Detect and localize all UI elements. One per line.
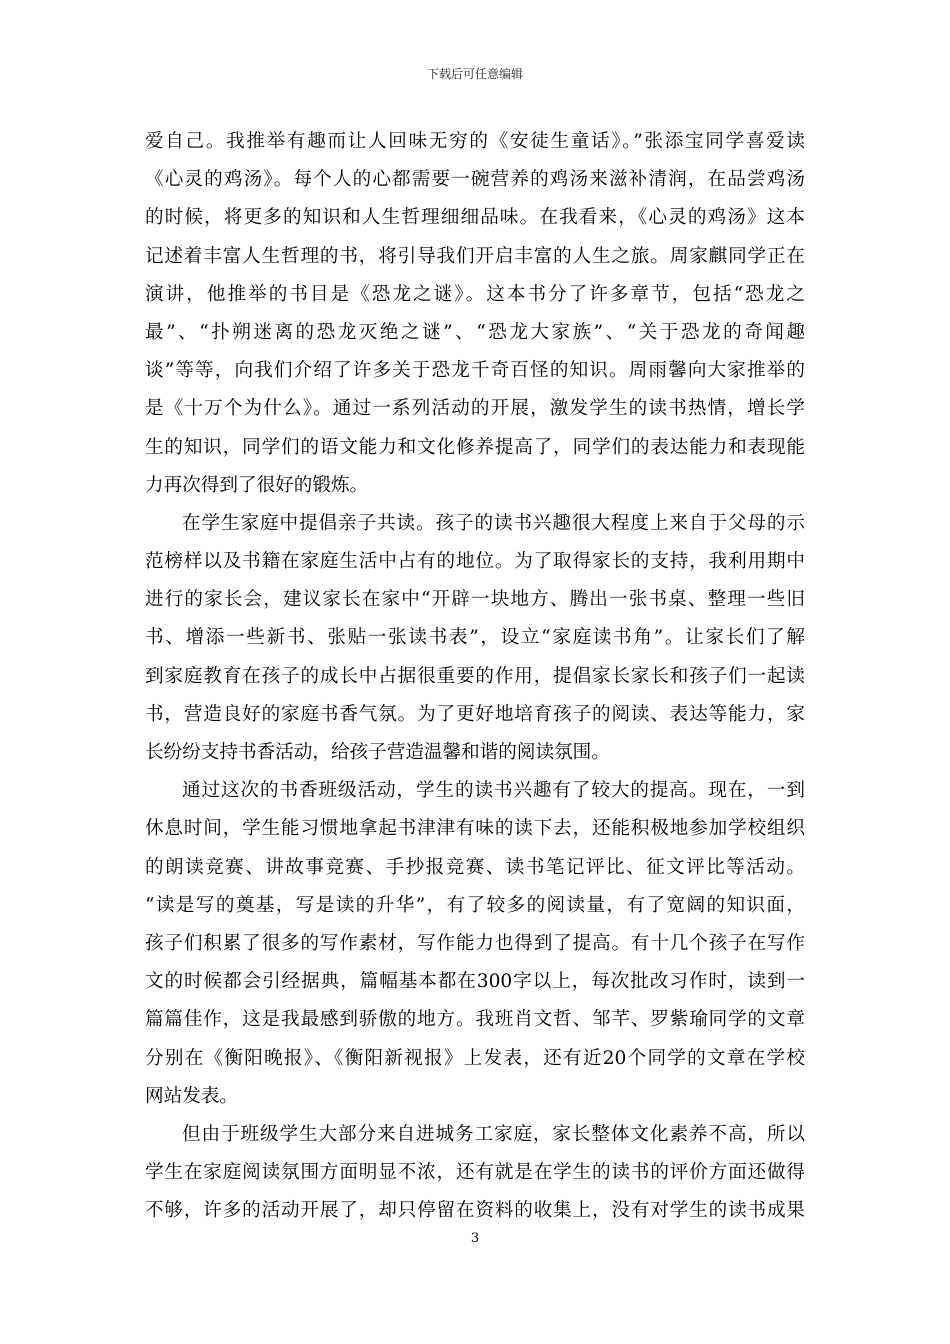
text-line: 力再次得到了很好的锻炼。 bbox=[145, 474, 369, 496]
text-line: 演讲，他推举的书目是《恐龙之谜》。这本书分了许多章节，包括“恐龙之 bbox=[145, 283, 805, 305]
paragraph bbox=[145, 1116, 805, 1231]
text-line: 生的知识，同学们的语文能力和文化修养提高了，同学们的表达能力和表现能 bbox=[145, 436, 805, 458]
text-line: 休息时间，学生能习惯地拿起书津津有味的读下去，还能积极地参加学校组织 bbox=[145, 818, 805, 840]
text-line: 书、增添一些新书、张贴一张读书表”，设立“家庭读书角”。让家长们了解 bbox=[145, 627, 805, 649]
text-line: 最”、“扑朔迷离的恐龙灭绝之谜”、“恐龙大家族”、“关于恐龙的奇闻趣 bbox=[145, 321, 805, 343]
text-line: 但由于班级学生大部分来自进城务工家庭，家长整体文化素养不高，所以 bbox=[182, 1123, 805, 1145]
text-line: 不够，许多的活动开展了，却只停留在资料的收集上，没有对学生的读书成果 bbox=[145, 1200, 805, 1222]
text-line: 的时候，将更多的知识和人生哲理细细品味。在我看来，《心灵的鸡汤》这本 bbox=[145, 207, 805, 229]
paragraph bbox=[145, 505, 805, 772]
paragraph bbox=[145, 123, 805, 505]
text-line: 谈”等等，向我们介绍了许多关于恐龙千奇百怪的知识。周雨馨向大家推举的 bbox=[145, 360, 805, 382]
text-line: 网站发表。 bbox=[145, 1085, 238, 1107]
text-line: 是《十万个为什么》。通过一系列活动的开展，激发学生的读书热情，增长学 bbox=[145, 398, 805, 420]
paragraph bbox=[145, 772, 805, 1116]
text-line: 爱自己。我推举有趣而让人回味无穷的《安徒生童话》。”张添宝同学喜爱读 bbox=[145, 131, 805, 152]
page-number: 3 bbox=[470, 1231, 480, 1246]
text-line: 在学生家庭中提倡亲子共读。孩子的读书兴趣很大程度上来自于父母的示 bbox=[182, 512, 805, 534]
text-line: “读是写的奠基，写是读的升华”，有了较多的阅读量，有了宽阔的知识面， bbox=[145, 894, 805, 916]
text-line: 的朗读竞赛、讲故事竞赛、手抄报竞赛、读书笔记评比、征文评比等活动。 bbox=[145, 856, 805, 878]
text-line: 通过这次的书香班级活动，学生的读书兴趣有了较大的提高。现在，一到 bbox=[182, 780, 805, 802]
text-line: 篇篇佳作，这是我最感到骄傲的地方。我班肖文哲、邹芊、罗紫瑜同学的文章 bbox=[145, 1009, 805, 1031]
text-line: 进行的家长会，建议家长在家中“开辟一块地方、腾出一张书桌、整理一些旧 bbox=[145, 589, 805, 611]
text-line: 孩子们积累了很多的写作素材，写作能力也得到了提高。有十几个孩子在写作 bbox=[145, 932, 805, 954]
text-line: 分别在《衡阳晚报》、《衡阳新视报》上发表，还有近20个同学的文章在学校 bbox=[145, 1047, 805, 1069]
page-header: 下载后可任意编辑 bbox=[426, 67, 523, 81]
text-line: 记述着丰富人生哲理的书，将引导我们开启丰富的人生之旅。周家麒同学正在 bbox=[145, 245, 805, 267]
document-body bbox=[145, 123, 805, 1230]
text-line: 《心灵的鸡汤》。每个人的心都需要一碗营养的鸡汤来滋补清润，在品尝鸡汤 bbox=[145, 169, 805, 191]
text-line: 范榜样以及书籍在家庭生活中占有的地位。为了取得家长的支持，我利用期中 bbox=[145, 551, 805, 573]
text-line: 书，营造良好的家庭书香气氛。为了更好地培育孩子的阅读、表达等能力，家 bbox=[145, 703, 805, 725]
text-line: 长纷纷支持书香活动，给孩子营造温馨和谐的阅读氛围。 bbox=[145, 742, 610, 763]
text-line: 到家庭教育在孩子的成长中占据很重要的作用，提倡家长家长和孩子们一起读 bbox=[145, 665, 805, 687]
text-line: 文的时候都会引经据典，篇幅基本都在300字以上，每次批改习作时，读到一 bbox=[145, 971, 805, 993]
text-line: 学生在家庭阅读氛围方面明显不浓，还有就是在学生的读书的评价方面还做得 bbox=[145, 1162, 805, 1184]
